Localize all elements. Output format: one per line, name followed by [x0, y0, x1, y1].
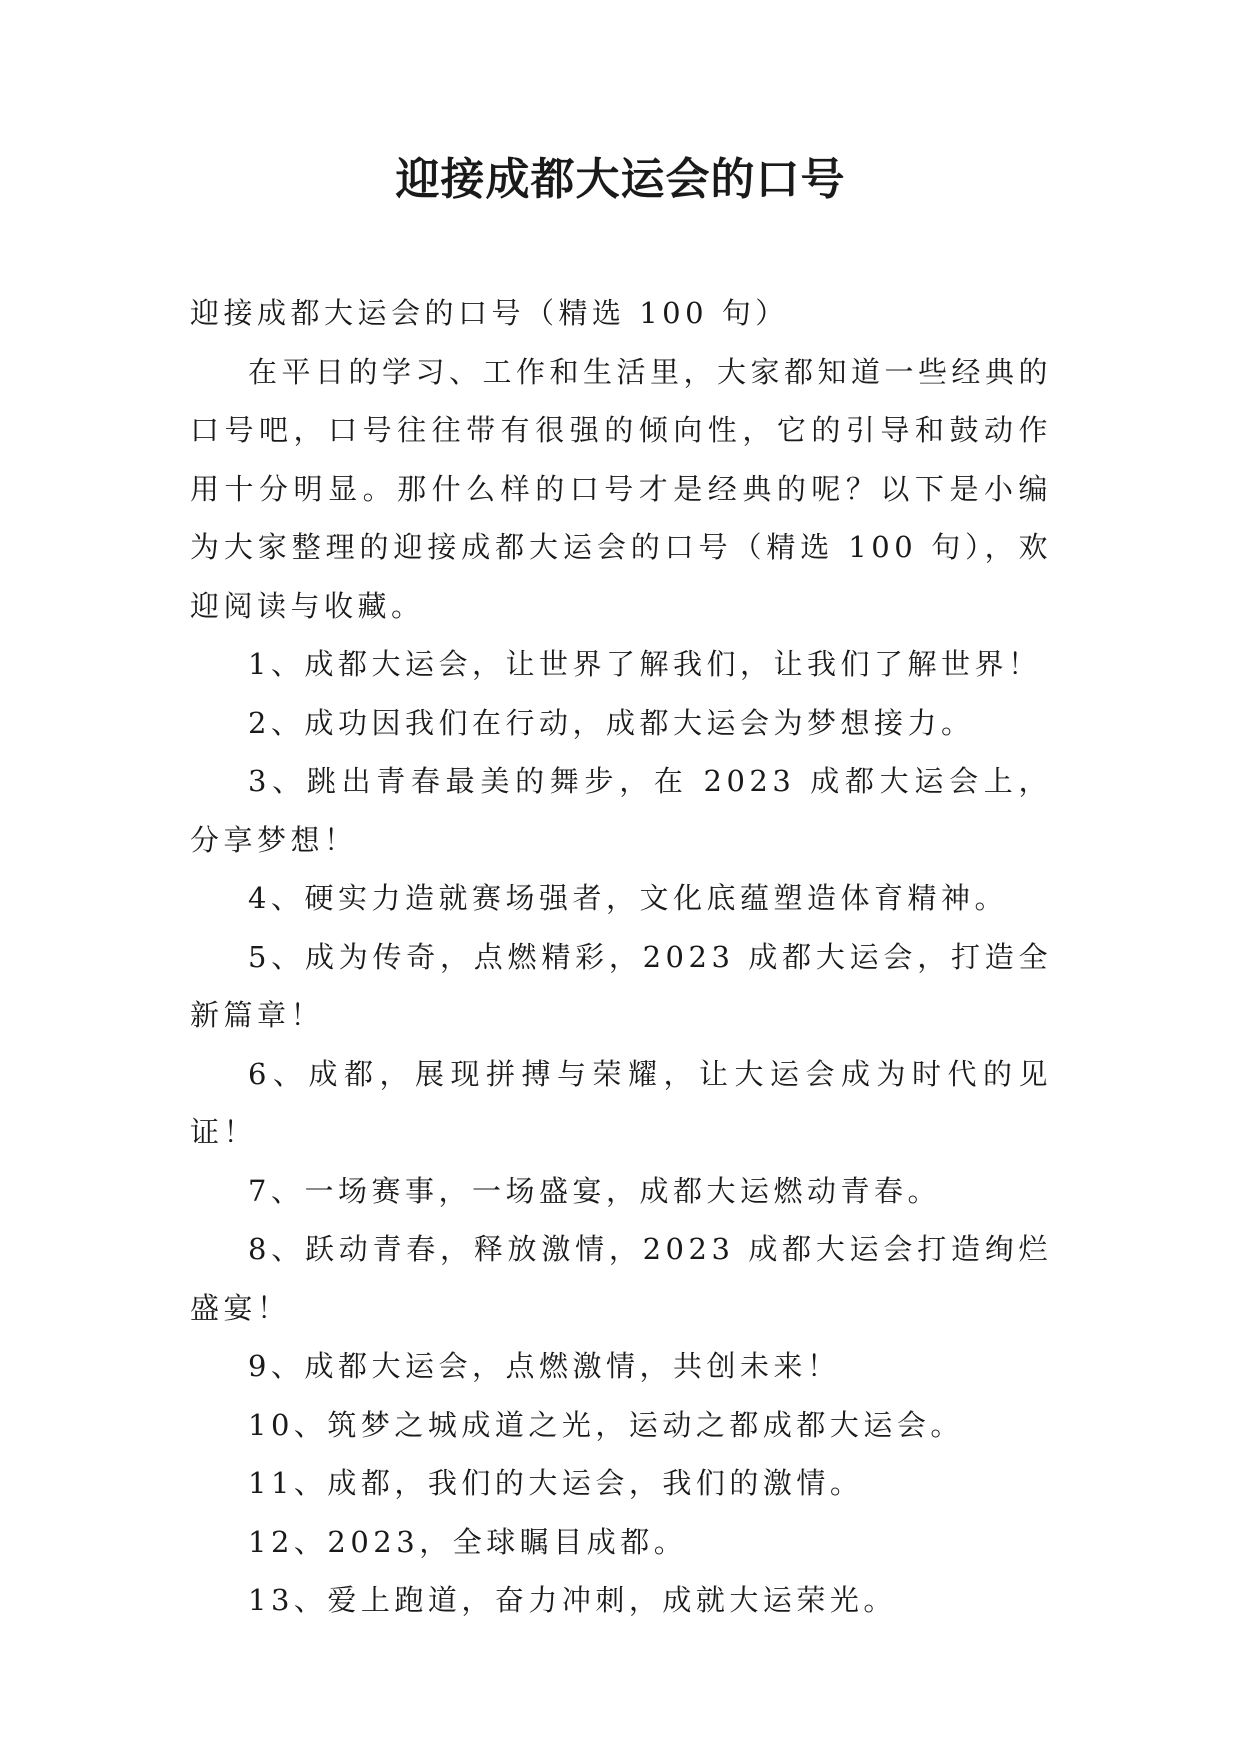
slogan-item: 9、成都大运会，点燃激情，共创未来！ [248, 1349, 841, 1383]
document-body [190, 284, 1052, 1630]
slogan-item: 8、跃动青春，释放激情，2023 成都大运会打造绚烂盛宴！ [190, 1232, 1052, 1325]
intro-paragraph: 在平日的学习、工作和生活里，大家都知道一些经典的口号吧，口号往往带有很强的倾向性，它的引导和鼓动作用十分明显。那什么样的口号才是经典的呢？以下是小编为大家整理的迎接成都大运会的口号（精选 100 句），欢迎阅读与收藏。 [190, 354, 1053, 623]
slogan-item: 7、一场赛事，一场盛宴，成都大运燃动青春。 [248, 1173, 941, 1208]
slogan-item: 1、成都大运会，让世界了解我们，让我们了解世界！ [248, 647, 1042, 681]
slogan-item: 10、筑梦之城成道之光，运动之都成都大运会。 [248, 1407, 964, 1442]
slogan-item: 6、成都，展现拼搏与荣耀，让大运会成为时代的见证！ [190, 1056, 1052, 1149]
slogan-item: 11、成都，我们的大运会，我们的激情。 [248, 1466, 864, 1500]
slogan-item: 4、硬实力造就赛场强者，文化底蕴塑造体育精神。 [248, 881, 1008, 915]
slogan-item: 13、爱上跑道，奋力冲刺，成就大运荣光。 [248, 1583, 897, 1617]
slogan-item: 2、成功因我们在行动，成都大运会为梦想接力。 [248, 705, 975, 740]
document-subtitle: 迎接成都大运会的口号（精选 100 句） [190, 296, 789, 330]
document-title: 迎接成都大运会的口号 [395, 154, 846, 205]
slogan-item: 3、跳出青春最美的舞步，在 2023 成都大运会上，分享梦想！ [190, 764, 1052, 857]
slogan-item: 12、2023，全球瞩目成都。 [248, 1524, 688, 1559]
slogan-item: 5、成为传奇，点燃精彩，2023 成都大运会，打造全新篇章！ [190, 939, 1052, 1032]
